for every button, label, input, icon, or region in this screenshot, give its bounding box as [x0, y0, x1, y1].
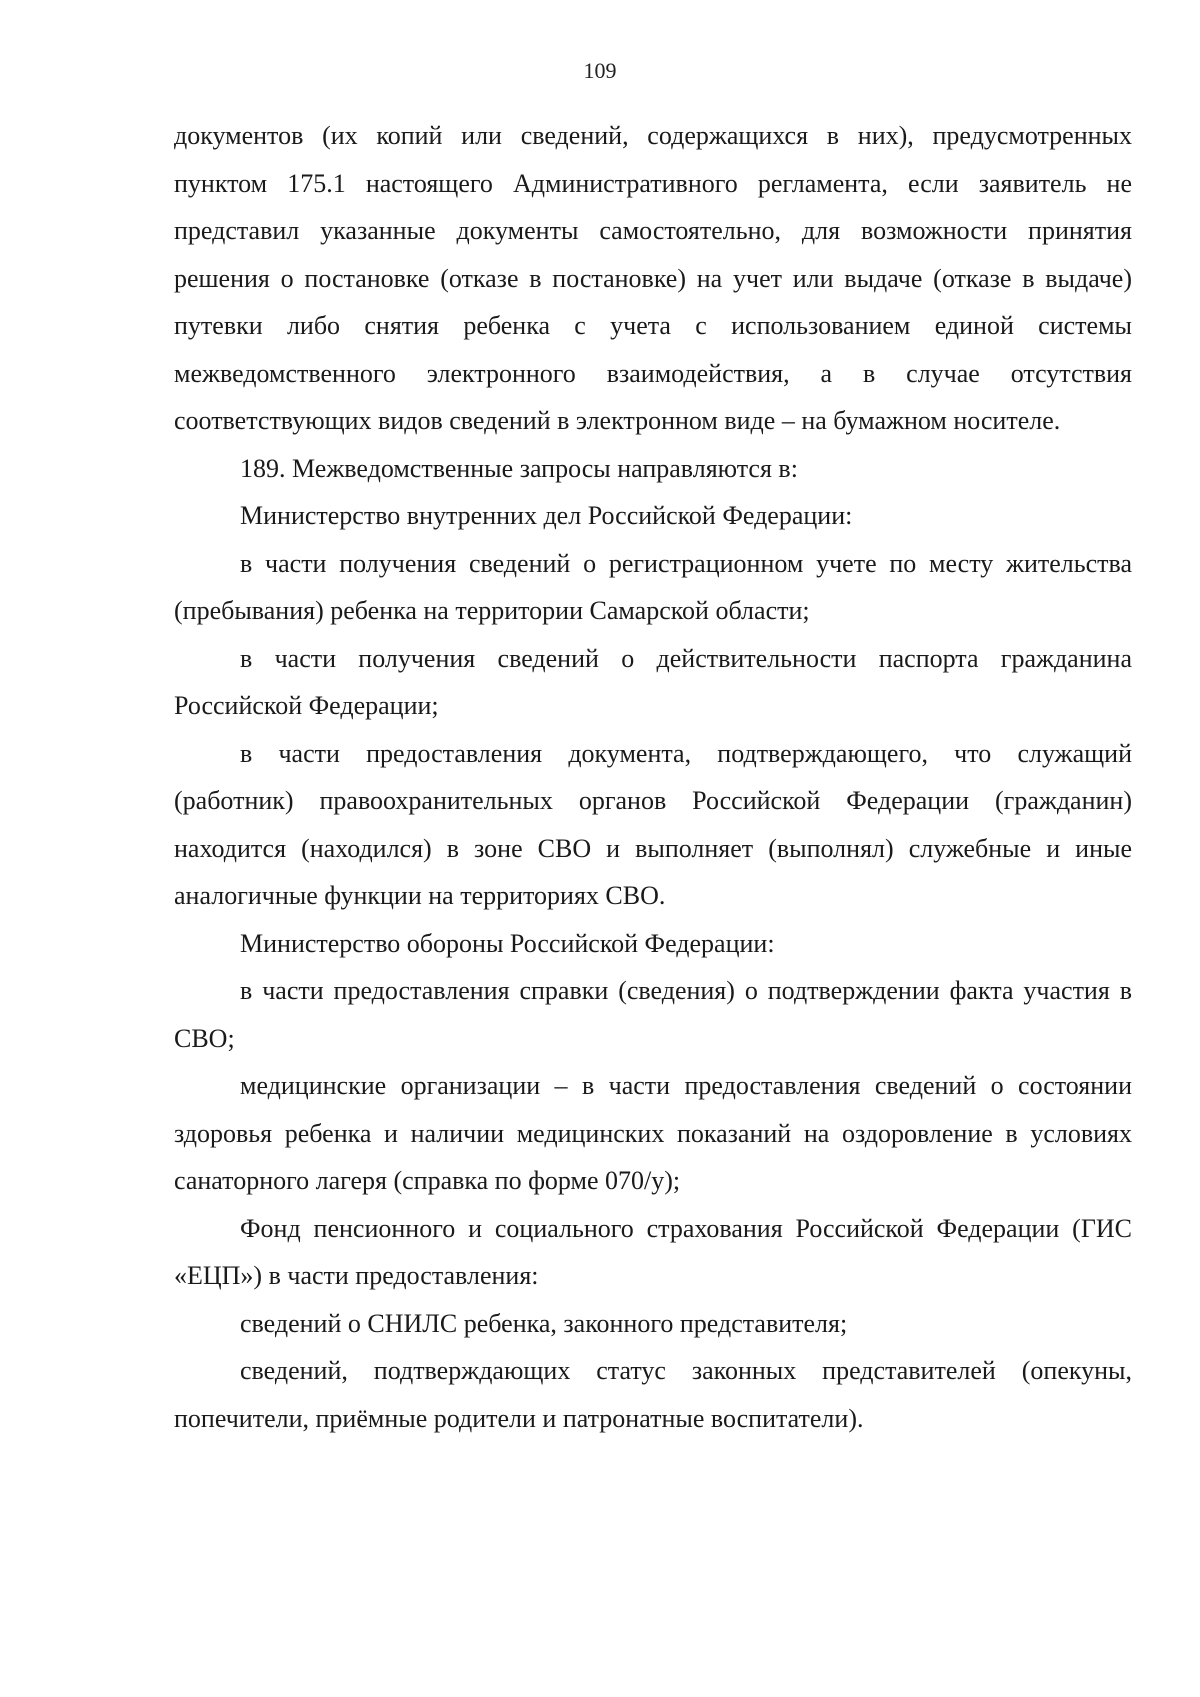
paragraph-mvd-registration: в части получения сведений о регистрационном учете по месту жительства (пребывания) ребенка на территории Самарской области;	[174, 548, 1132, 625]
paragraph-pension-fund: Фонд пенсионного и социального страхования Российской Федерации (ГИС «ЕЦП») в части предоставления:	[174, 1213, 1132, 1290]
paragraph-snils: сведений о СНИЛС ребенка, законного представителя;	[240, 1308, 848, 1338]
paragraph-medical-organizations: медицинские организации – в части предоставления сведений о состоянии здоровья ребенка и наличии медицинских показаний на оздоровление в условиях санаторного лагеря (справка по форме 070/у);	[174, 1071, 1132, 1195]
paragraph-mvd-svo-document: в части предоставления документа, подтверждающего, что служащий (работник) правоохранительных органов Российской Федерации (гражданин) находится (находился) в зоне СВО и выполняет (выполнял) служебные и иные аналогичные функции на территориях СВО.	[174, 738, 1132, 910]
paragraph-legal-representatives: сведений, подтверждающих статус законных представителей (опекуны, попечители, приёмные родители и патронатные воспитатели).	[174, 1356, 1132, 1433]
paragraph-189-heading: 189. Межведомственные запросы направляются в:	[240, 453, 798, 483]
paragraph-continuation: документов (их копий или сведений, содержащихся в них), предусмотренных пунктом 175.1 настоящего Административного регламента, если заявитель не представил указанные документы самостоятельно, для возможности принятия решения о постановке (отказе в постановке) на учет или выдаче (отказе в выдаче) путевки либо снятия ребенка с учета с использованием единой системы межведомственного электронного взаимодействия, а в случае отсутствия соответствующих видов сведений в электронном виде – на бумажном носителе.	[174, 121, 1132, 435]
paragraph-mvd-passport: в части получения сведений о действительности паспорта гражданина Российской Федерации;	[174, 643, 1132, 720]
paragraph-defense-ministry: Министерство обороны Российской Федерации:	[240, 928, 775, 958]
paragraph-defense-svo-certificate: в части предоставления справки (сведения) о подтверждении факта участия в СВО;	[174, 976, 1132, 1053]
page-number: 109	[583, 58, 617, 83]
paragraph-mvd: Министерство внутренних дел Российской Федерации:	[240, 501, 853, 530]
document-body	[174, 112, 1132, 1442]
